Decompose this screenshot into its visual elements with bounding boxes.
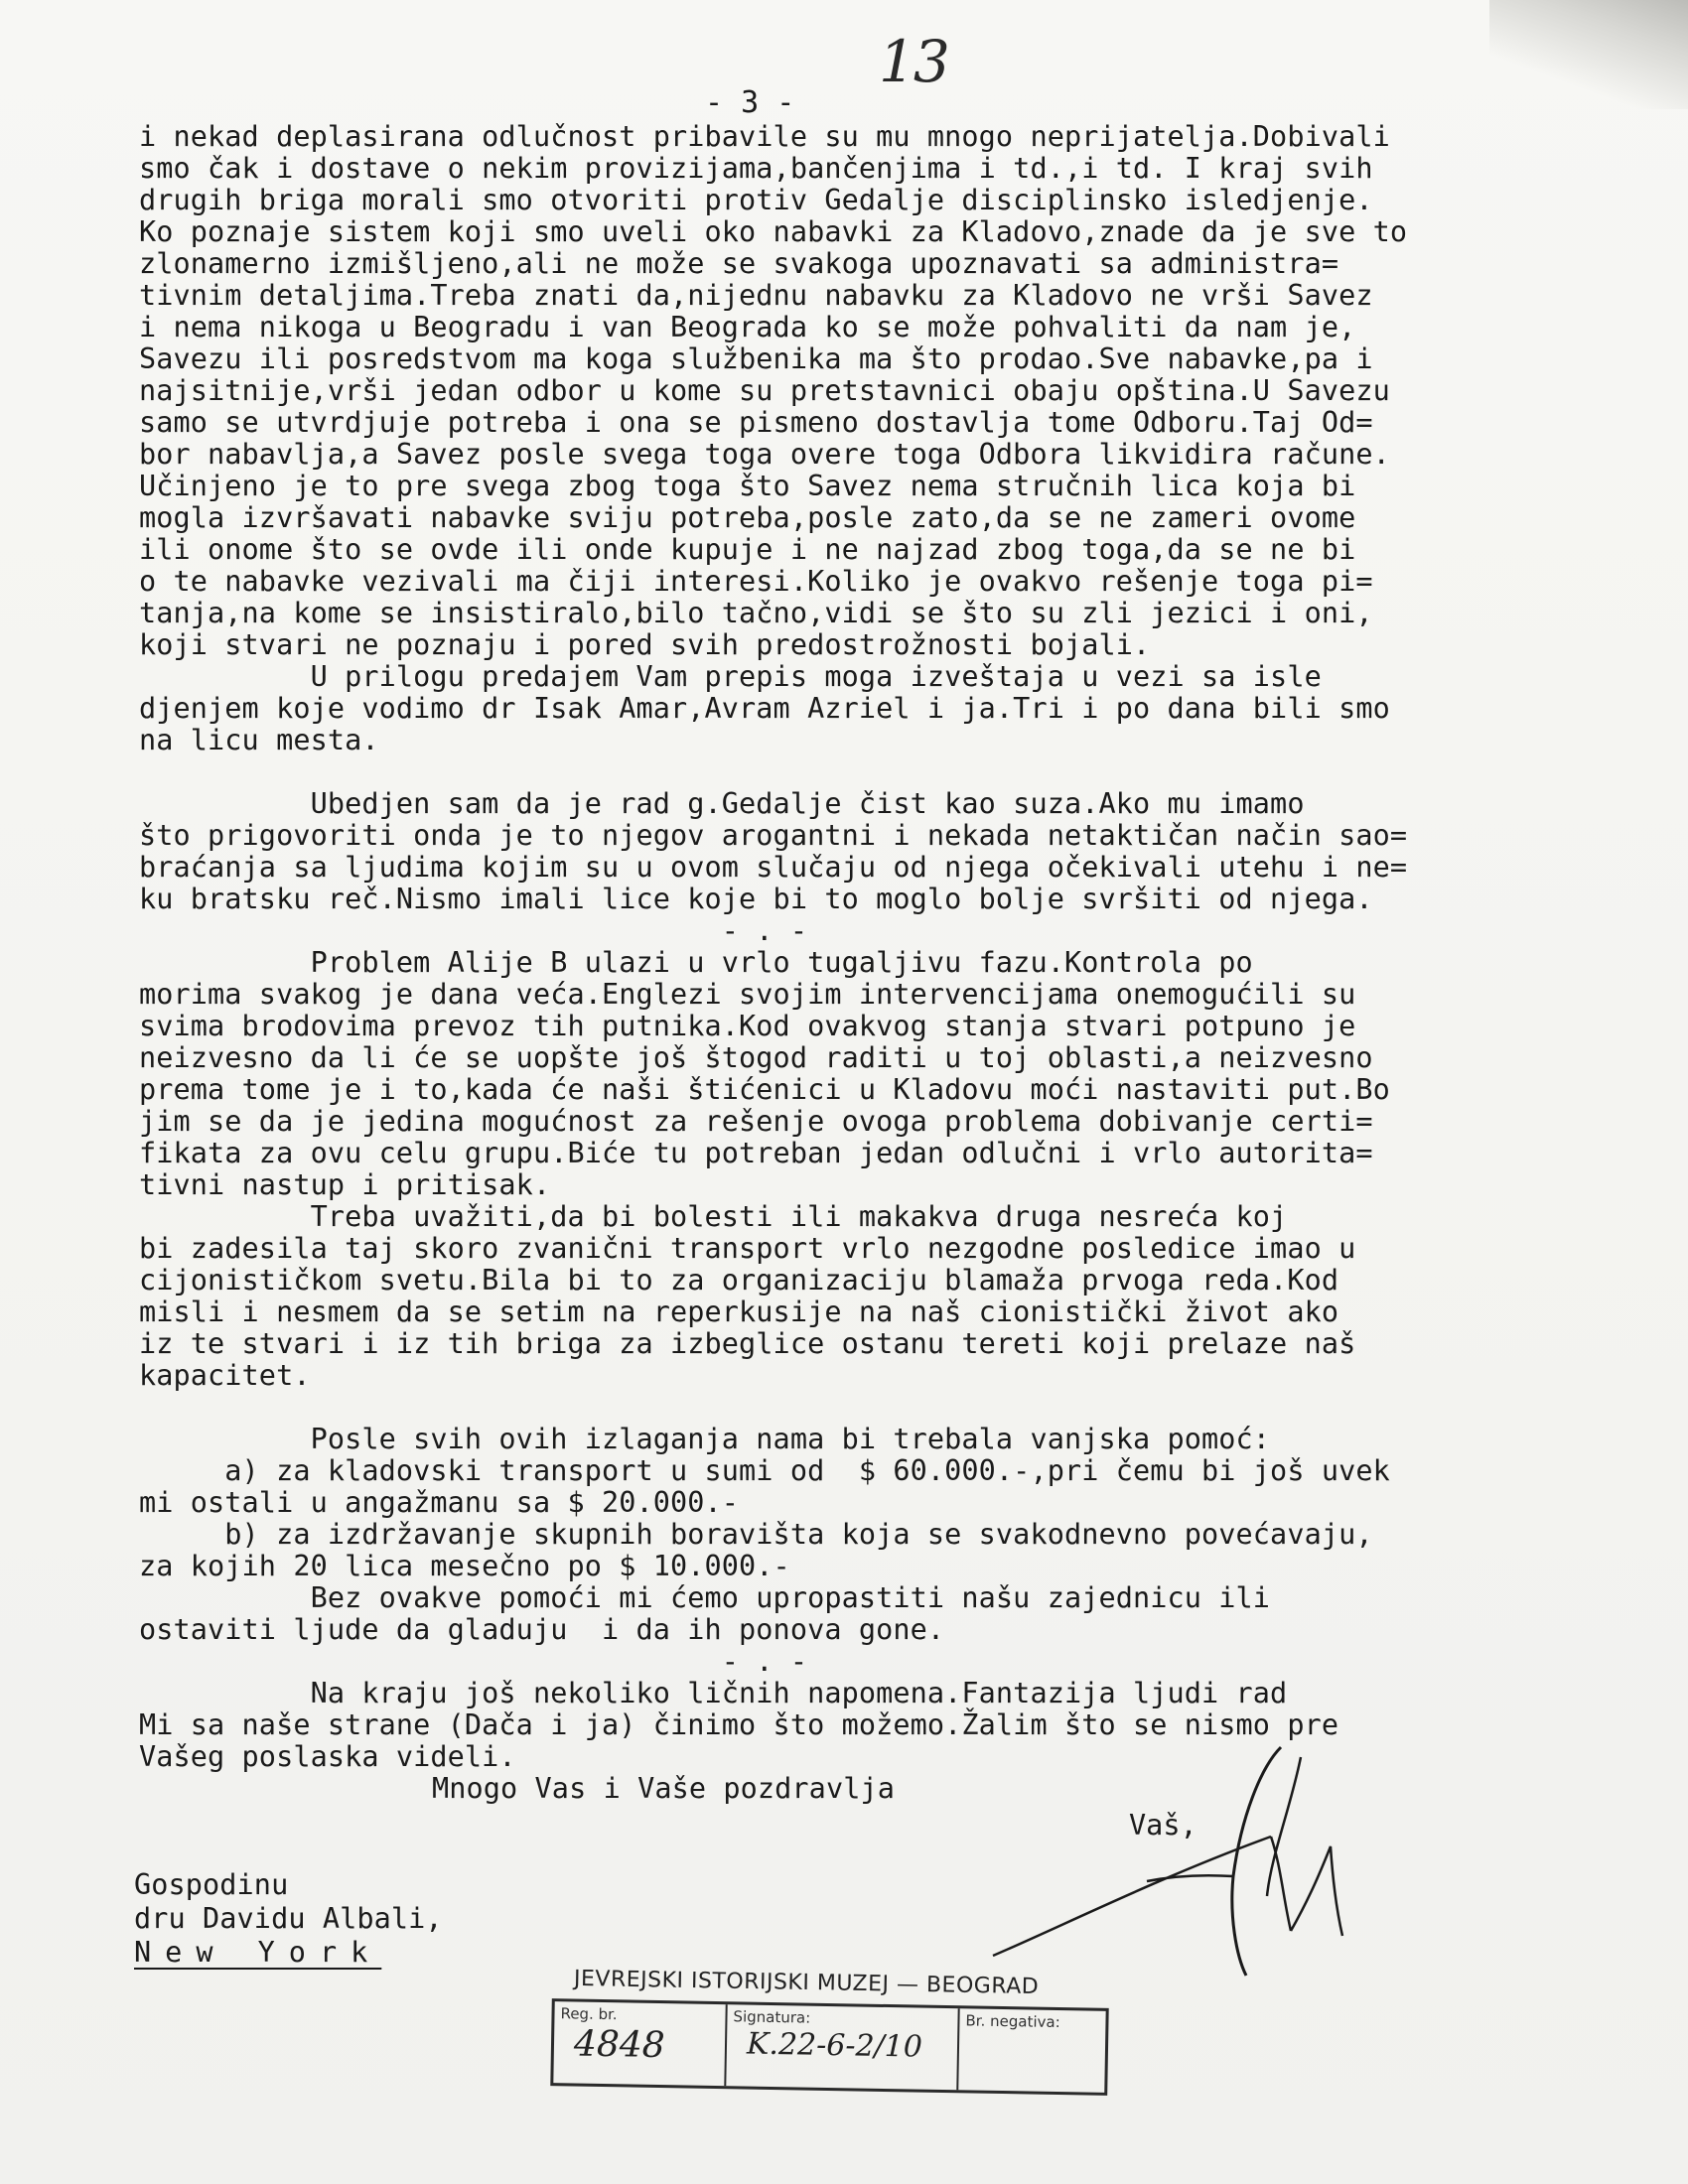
- body-line: tivnim detaljima.Treba znati da,nijednu nabavku za Kladovo ne vrši Savez: [139, 279, 1373, 312]
- typed-page-number: - 3 -: [705, 85, 795, 120]
- body-line: što prigovoriti onda je to njegov arogantni i nekada netaktičan način sao=: [139, 819, 1408, 852]
- body-line: morima svakog je dana veća.Englezi svojim intervencijama onemogućili su: [139, 978, 1356, 1011]
- recipient-line1: Gospodinu: [134, 1868, 289, 1901]
- yours-line: Vaš,: [1129, 1809, 1197, 1842]
- body-line: drugih briga morali smo otvoriti protiv Gedalje disciplinsko isledjenje.: [139, 184, 1373, 216]
- body-line: kapacitet.: [139, 1359, 311, 1392]
- body-line: [139, 756, 1609, 788]
- body-line: cijonističkom svetu.Bila bi to za organizaciju blamaža prvoga reda.Kod: [139, 1264, 1339, 1297]
- body-line: Ubedjen sam da je rad g.Gedalje čist kao suza.Ako mu imamo: [139, 787, 1305, 820]
- stamp-signatura-value: K.22-6-2/10: [746, 2026, 923, 2065]
- closing-greeting: [432, 1773, 895, 1805]
- body-line: misli i nesmem da se setim na reperkusije na naš cionistički život ako: [139, 1296, 1339, 1328]
- body-line: Problem Alije B ulazi u vrlo tugaljivu fazu.Kontrola po: [139, 946, 1253, 979]
- body-line: Treba uvažiti,da bi bolesti ili makakva druga nesreća koj: [139, 1200, 1288, 1233]
- archive-stamp-title: JEVREJSKI ISTORIJSKI MUZEJ — BEOGRAD: [573, 1966, 1040, 2000]
- body-line: b) za izdržavanje skupnih boravišta koja se svakodnevno povećavaju,: [139, 1518, 1373, 1551]
- body-line: bor nabavlja,a Savez posle svega toga overe toga Odbora likvidira račune.: [139, 438, 1390, 471]
- body-line: Učinjeno je to pre svega zbog toga što Savez nema stručnih lica koja bi: [139, 470, 1356, 502]
- recipient-address: [134, 1868, 443, 1970]
- recipient-city: New York: [134, 1936, 382, 1969]
- folded-corner-shadow: [1489, 0, 1688, 109]
- body-line: svima brodovima prevoz tih putnika.Kod ovakvog stanja stvari potpuno je: [139, 1010, 1356, 1042]
- stamp-reg-label: Reg. br.: [560, 2004, 618, 2024]
- body-line: i nekad deplasirana odlučnost pribavile su mu mnogo neprijatelja.Dobivali: [139, 120, 1390, 153]
- body-line: ostaviti ljude da gladuju i da ih ponova gone.: [139, 1613, 945, 1646]
- body-line: samo se utvrdjuje potreba i ona se pismeno dostavlja tome Odboru.Taj Od=: [139, 406, 1373, 439]
- body-line: Mi sa naše strane (Dača i ja) činimo što možemo.Žalim što se nismo pre: [139, 1708, 1339, 1741]
- handwritten-signature: [973, 1727, 1390, 1985]
- body-line: Vašeg poslaska videli.: [139, 1740, 516, 1773]
- body-line: Ko poznaje sistem koji smo uveli oko nabavki za Kladovo,znade da je sve to: [139, 215, 1408, 248]
- body-line: na licu mesta.: [139, 724, 379, 756]
- letter-body: [139, 121, 1609, 1773]
- body-line: prema tome je i to,kada će naši štićenici u Kladovu moći nastaviti put.Bo: [139, 1073, 1390, 1106]
- body-line: jim se da je jedina mogućnost za rešenje ovoga problema dobivanje certi=: [139, 1105, 1373, 1138]
- body-line: a) za kladovski transport u sumi od $ 60.000.-,pri čemu bi još uvek: [139, 1454, 1390, 1487]
- body-line: Savezu ili posredstvom ma koga službenika ma što prodao.Sve nabavke,pa i: [139, 342, 1373, 375]
- stamp-reg-value: 4848: [573, 2023, 665, 2067]
- body-line: fikata za ovu celu grupu.Biće tu potreban jedan odlučni i vrlo autorita=: [139, 1137, 1373, 1169]
- body-line: ku bratsku reč.Nismo imali lice koje bi to moglo bolje svršiti od njega.: [139, 883, 1373, 915]
- body-line: djenjem koje vodimo dr Isak Amar,Avram Azriel i ja.Tri i po dana bili smo: [139, 692, 1390, 725]
- body-line: neizvesno da li će se uopšte još štogod raditi u toj oblasti,a neizvesno: [139, 1041, 1373, 1074]
- body-line: za kojih 20 lica mesečno po $ 10.000.-: [139, 1550, 790, 1582]
- body-line: ili onome što se ovde ili onde kupuje i ne najzad zbog toga,da se ne bi: [139, 533, 1356, 566]
- body-line: Na kraju još nekoliko ličnih napomena.Fantazija ljudi rad: [139, 1677, 1288, 1709]
- body-line: mi ostali u angažmanu sa $ 20.000.-: [139, 1486, 740, 1519]
- handwritten-page-number: 13: [879, 28, 948, 95]
- body-line: Posle svih ovih izlaganja nama bi trebala vanjska pomoć:: [139, 1423, 1271, 1455]
- stamp-signatura-label: Signatura:: [733, 2007, 811, 2027]
- body-line: i nema nikoga u Beogradu i van Beograda ko se može pohvaliti da nam je,: [139, 311, 1356, 343]
- stamp-signatura-cell: [726, 2004, 959, 2090]
- body-line: o te nabavke vezivali ma čiji interesi.Koliko je ovakvo rešenje toga pi=: [139, 565, 1373, 598]
- body-line: smo čak i dostave o nekim provizijama,bančenjima i td.,i td. I kraj svih: [139, 152, 1373, 185]
- stamp-negative-label: Br. negativa:: [965, 2011, 1060, 2032]
- body-line: tanja,na kome se insistiralo,bilo tačno,vidi se što su zli jezici i oni,: [139, 597, 1373, 629]
- stamp-reg-cell: [553, 2001, 727, 2086]
- body-line: [139, 1392, 1609, 1424]
- body-line: tivni nastup i pritisak.: [139, 1168, 551, 1201]
- body-line: braćanja sa ljudima kojim su u ovom slučaju od njega očekivali utehu i ne=: [139, 851, 1408, 884]
- recipient-line2: dru Davidu Albali,: [134, 1902, 443, 1935]
- section-divider: - . -: [139, 1645, 808, 1678]
- body-line: najsitnije,vrši jedan odbor u kome su pretstavnici obaju opština.U Savezu: [139, 374, 1390, 407]
- body-line: mogla izvršavati nabavke sviju potreba,posle zato,da se ne zameri ovome: [139, 501, 1356, 534]
- body-line: bi zadesila taj skoro zvanični transport vrlo nezgodne posledice imao u: [139, 1232, 1356, 1265]
- body-line: U prilogu predajem Vam prepis moga izveštaja u vezi sa isle: [139, 660, 1322, 693]
- section-divider: - . -: [139, 914, 808, 947]
- body-line: koji stvari ne poznaju i pored svih predostrožnosti bojali.: [139, 628, 1151, 661]
- body-line: iz te stvari i iz tih briga za izbeglice ostanu tereti koji prelaze naš: [139, 1327, 1356, 1360]
- archive-stamp: [550, 1998, 1108, 2096]
- stamp-negative-cell: [958, 2008, 1105, 2093]
- body-line: zlonamerno izmišljeno,ali ne može se svakoga upoznavati sa administra=: [139, 247, 1339, 280]
- greeting-line: Mnogo Vas i Vaše pozdravlja: [432, 1772, 895, 1805]
- body-line: Bez ovakve pomoći mi ćemo upropastiti našu zajednicu ili: [139, 1581, 1271, 1614]
